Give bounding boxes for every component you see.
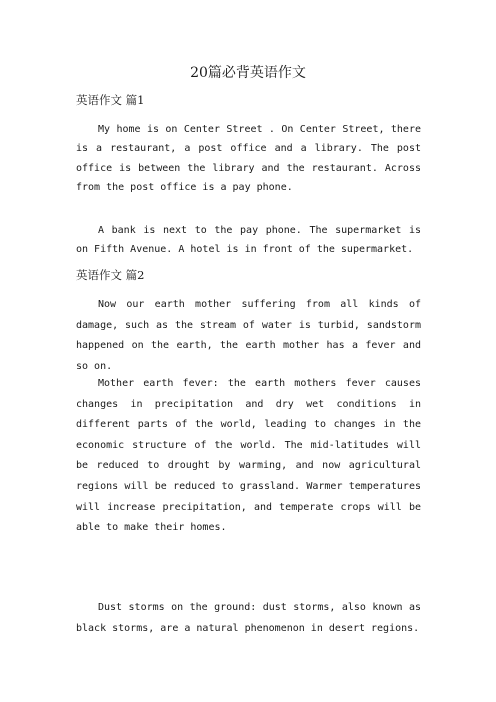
section-2-paragraph-2: Mother earth fever: the earth mothers fever causes changes in precipitation and dry wet conditions in different parts of the world, leading to changes in the economic structure of the world. The mid-latitudes will be reduced to drought by warming, and now agricultural regions will be reduced to grassland. Warmer temperatures will increase precipitation, and temperate crops will be able to make their homes. bbox=[76, 378, 421, 534]
section-2-paragraph-1: Now our earth mother suffering from all kinds of damage, such as the stream of water is turbid, sandstorm happened on the earth, the earth mother has a fever and so on. bbox=[76, 299, 421, 372]
document-title: 20篇必背英语作文 bbox=[190, 65, 306, 81]
section-heading-1: 英语作文 篇1 bbox=[76, 93, 145, 107]
section-2-paragraph-3: Dust storms on the ground: dust storms, also known as black storms, are a natural phenomenon in desert regions. bbox=[76, 602, 421, 634]
section-1-paragraph-2: A bank is next to the pay phone. The supermarket is on Fifth Avenue. A hotel is in front of the supermarket. bbox=[76, 225, 421, 256]
section-1-paragraph-1: My home is on Center Street . On Center Street, there is a restaurant, a post office and a library. The post office is between the library and the restaurant. Across from the post office is a pay phone. bbox=[76, 124, 421, 194]
section-heading-2: 英语作文 篇2 bbox=[76, 268, 145, 282]
